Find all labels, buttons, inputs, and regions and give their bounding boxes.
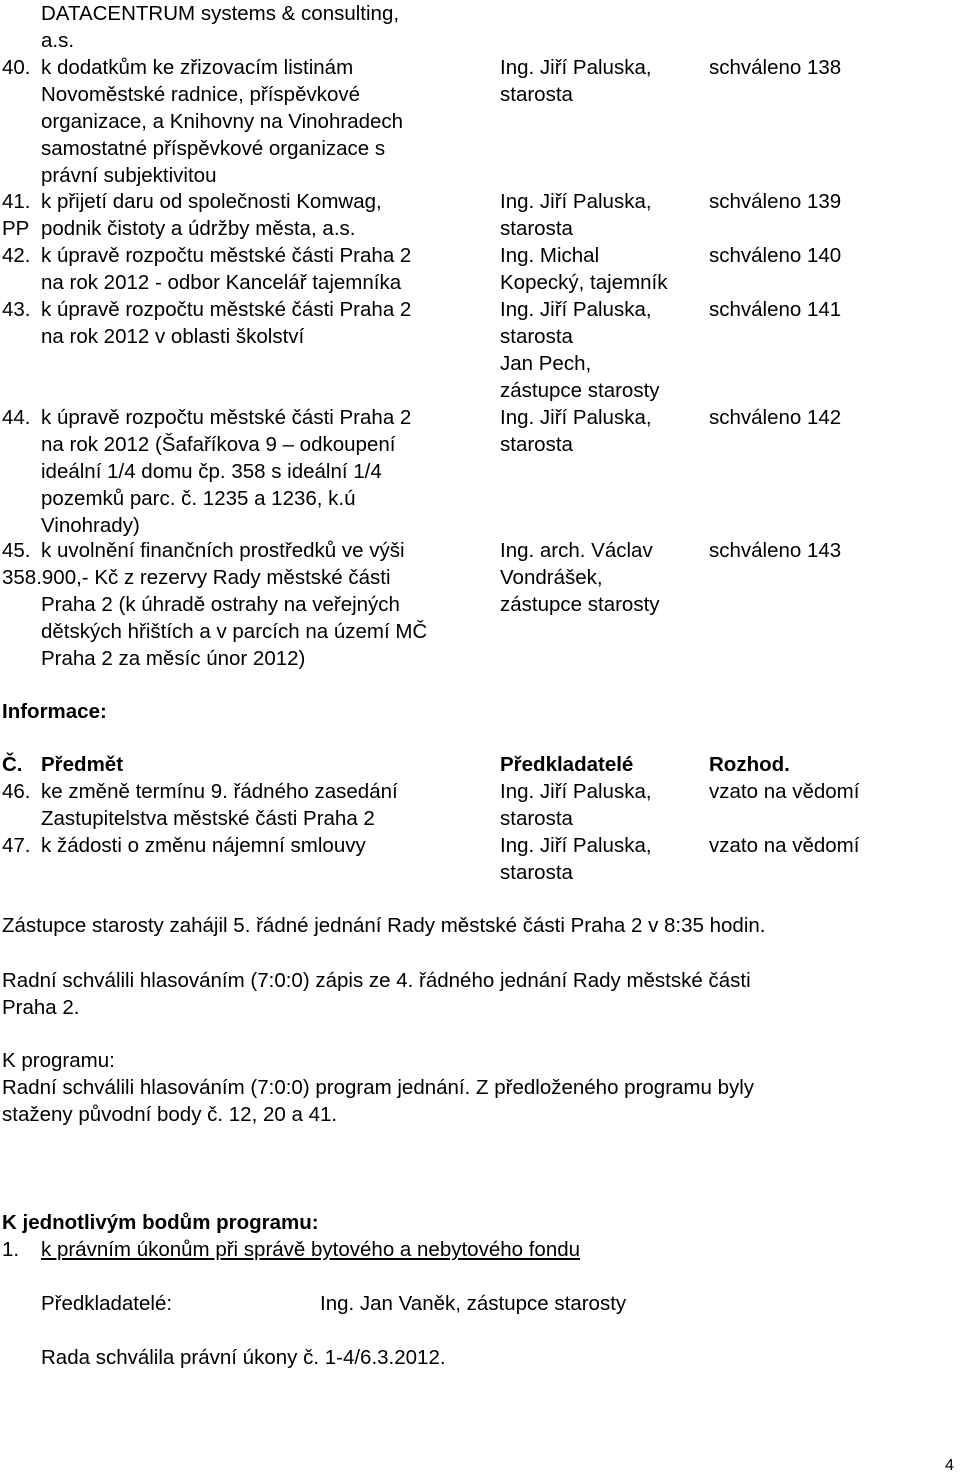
row-decision: schváleno 141: [709, 298, 842, 321]
row-presenter: Ing. Jiří Paluska, starosta: [500, 190, 652, 240]
decision-text: Rada schválila právní úkony č. 1-4/6.3.2012.: [41, 1346, 446, 1369]
row-subject: k žádosti o změnu nájemní smlouvy: [41, 834, 366, 857]
row-presenter: Ing. Jiří Paluska, starosta: [500, 780, 652, 830]
program-paragraph: Radní schválili hlasováním (7:0:0) program jednání. Z předloženého programu byly staženy původní body č. 12, 20 a 41.: [2, 1076, 755, 1126]
info-header-presenter: Předkladatelé: [500, 753, 634, 776]
row-presenter: Ing. Jiří Paluska, starosta: [500, 406, 652, 456]
row-subject-continuation: Praha 2 (k úhradě ostrahy na veřejných dětských hřištích a v parcích na území MČ Praha 2 za měsíc únor 2012): [41, 593, 428, 670]
point-title: k právním úkonům při správě bytového a nebytového fondu: [41, 1238, 581, 1261]
info-header-num: Č.: [2, 753, 23, 776]
presenter-label: Předkladatelé:: [41, 1292, 173, 1315]
row-number: 43.: [2, 298, 31, 321]
row-subject: k přijetí daru od společnosti Komwag, podnik čistoty a údržby města, a.s.: [41, 190, 382, 240]
row-decision: vzato na vědomí: [709, 780, 860, 803]
row-decision: schváleno 140: [709, 244, 842, 267]
row-presenter: Ing. Michal Kopecký, tajemník: [500, 244, 668, 294]
row-decision: schváleno 138: [709, 56, 842, 79]
row-number: 47.: [2, 834, 31, 857]
points-heading: K jednotlivým bodům programu:: [2, 1211, 319, 1234]
row-number: 42.: [2, 244, 31, 267]
row-subject: ke změně termínu 9. řádného zasedání Zastupitelstva městské části Praha 2: [41, 780, 398, 830]
row-number: 40.: [2, 56, 31, 79]
minutes-paragraph: Radní schválili hlasováním (7:0:0) zápis ze 4. řádného jednání Rady městské části Praha 2.: [2, 969, 751, 1019]
row-subject: k úpravě rozpočtu městské části Praha 2 na rok 2012 - odbor Kancelář tajemníka: [41, 244, 412, 294]
row-decision: vzato na vědomí: [709, 834, 860, 857]
row-presenter: Ing. Jiří Paluska, starosta: [500, 834, 652, 884]
opening-paragraph: Zástupce starosty zahájil 5. řádné jednání Rady městské části Praha 2 v 8:35 hodin.: [2, 914, 766, 937]
row-subject: k dodatkům ke zřizovacím listinám Novoměstské radnice, příspěvkové organizace, a Knihovny na Vinohradech samostatné příspěvkové organizace s právní subjektivitou: [41, 56, 404, 187]
presenter-value: Ing. Jan Vaněk, zástupce starosty: [320, 1292, 627, 1315]
info-heading: Informace:: [2, 700, 107, 723]
row-number: 45. 358.900,- Kč z rezervy Rady městské části: [2, 539, 391, 589]
row-presenter: Ing. Jiří Paluska, starosta Jan Pech, zástupce starosty: [500, 298, 660, 402]
row-decision: schváleno 143: [709, 539, 842, 562]
row-presenter: Ing. arch. Václav Vondrášek, zástupce starosty: [500, 539, 660, 616]
info-header-decision: Rozhod.: [709, 753, 790, 776]
row-decision: schváleno 139: [709, 190, 842, 213]
row-subject: k úpravě rozpočtu městské části Praha 2 na rok 2012 (Šafaříkova 9 – odkoupení ideální 1/4 domu čp. 358 s ideální 1/4 pozemků parc. č. 1235 a 1236, k.ú Vinohrady): [41, 406, 412, 537]
row-decision: schváleno 142: [709, 406, 842, 429]
row-subject: k úpravě rozpočtu městské části Praha 2 na rok 2012 v oblasti školství: [41, 298, 412, 348]
page-number: 4: [945, 1457, 954, 1474]
row-presenter: Ing. Jiří Paluska, starosta: [500, 56, 652, 106]
point-number: 1.: [2, 1238, 20, 1261]
org-name-fragment: DATACENTRUM systems & consulting, a.s.: [41, 2, 400, 52]
program-label: K programu:: [2, 1049, 115, 1072]
info-header-subject: Předmět: [41, 753, 124, 776]
row-number: 44.: [2, 406, 31, 429]
row-number: 41. PP: [2, 190, 31, 240]
row-number: 46.: [2, 780, 31, 803]
row-subject: k uvolnění finančních prostředků ve výši: [41, 539, 405, 562]
